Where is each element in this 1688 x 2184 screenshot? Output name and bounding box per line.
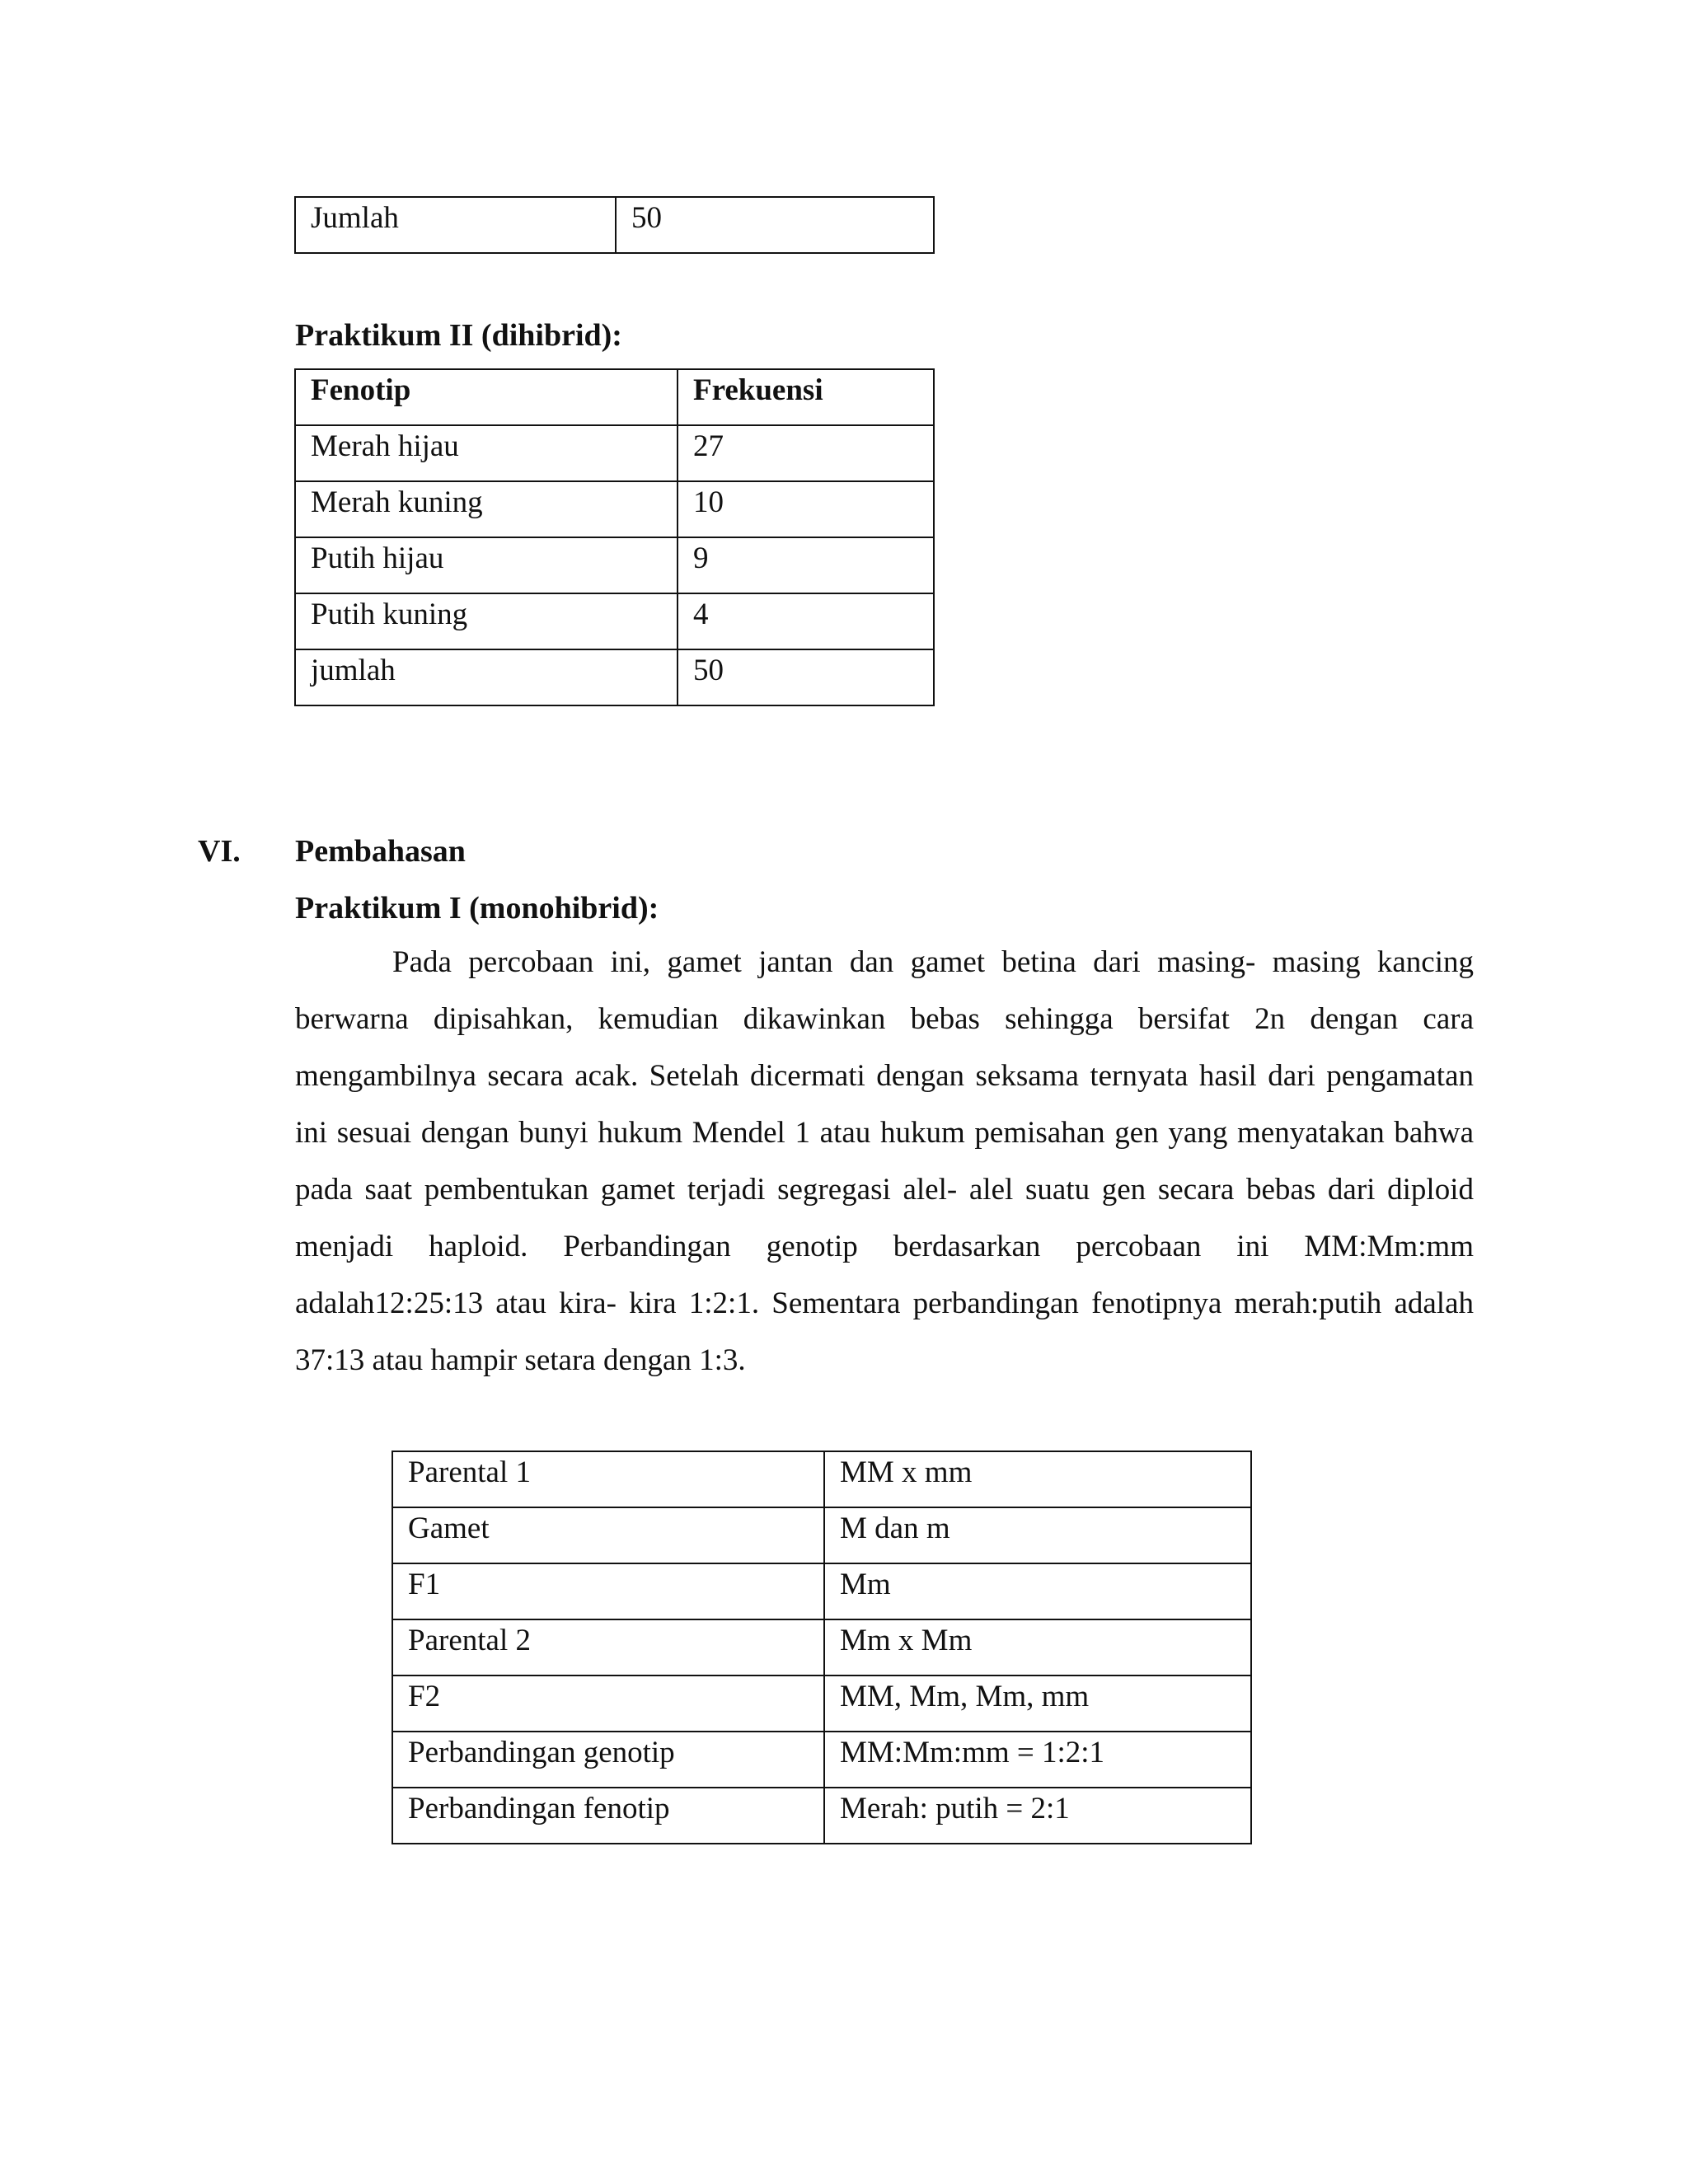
table-cell-label: Putih kuning	[295, 593, 678, 649]
table-cell-value: 50	[678, 649, 934, 705]
summary-table	[294, 196, 935, 254]
table-cell-value: Merah: putih = 2:1	[824, 1788, 1251, 1844]
table-cell-value: 50	[616, 197, 934, 253]
table-cell-value: MM:Mm:mm = 1:2:1	[824, 1732, 1251, 1788]
table-cell-label: jumlah	[295, 649, 678, 705]
table-cell-label: Perbandingan fenotip	[392, 1788, 824, 1844]
table-row	[295, 593, 934, 649]
section-number: VI.	[198, 834, 241, 869]
table-cell-value: Mm x Mm	[824, 1619, 1251, 1675]
table-cell-value: M dan m	[824, 1507, 1251, 1563]
table-cell-label: Gamet	[392, 1507, 824, 1563]
section-title: Pembahasan	[295, 834, 466, 869]
column-header-fenotip: Fenotip	[295, 369, 678, 425]
table-cell-label: Parental 2	[392, 1619, 824, 1675]
dihybrid-table	[294, 368, 935, 706]
section-subtitle: Praktikum I (monohibrid):	[295, 891, 659, 926]
table-row	[392, 1788, 1251, 1844]
table-row	[295, 197, 934, 253]
table-row	[392, 1507, 1251, 1563]
table-header-row	[295, 369, 934, 425]
table-cell-label: Jumlah	[295, 197, 616, 253]
table-cell-value: 27	[678, 425, 934, 481]
table-row	[392, 1675, 1251, 1732]
table-cell-label: Perbandingan genotip	[392, 1732, 824, 1788]
table-cell-label: Parental 1	[392, 1451, 824, 1507]
table-cell-label: F1	[392, 1563, 824, 1619]
table-cell-value: MM, Mm, Mm, mm	[824, 1675, 1251, 1732]
table-row	[392, 1563, 1251, 1619]
table-row	[392, 1732, 1251, 1788]
table-cell-label: F2	[392, 1675, 824, 1732]
praktikum2-heading: Praktikum II (dihibrid):	[295, 318, 622, 353]
table-row	[295, 649, 934, 705]
table-row	[392, 1619, 1251, 1675]
table-cell-value: MM x mm	[824, 1451, 1251, 1507]
cross-table	[392, 1451, 1252, 1844]
table-cell-value: 4	[678, 593, 934, 649]
column-header-frekuensi: Frekuensi	[678, 369, 934, 425]
table-cell-label: Merah kuning	[295, 481, 678, 537]
table-cell-label: Putih hijau	[295, 537, 678, 593]
table-row	[392, 1451, 1251, 1507]
table-cell-value: Mm	[824, 1563, 1251, 1619]
table-row	[295, 425, 934, 481]
table-cell-value: 9	[678, 537, 934, 593]
table-cell-label: Merah hijau	[295, 425, 678, 481]
table-row	[295, 537, 934, 593]
discussion-paragraph: Pada percobaan ini, gamet jantan dan gamet betina dari masing- masing kancing berwarna dipisahkan, kemudian dikawinkan bebas sehingga bersifat 2n dengan cara mengambilnya secara acak. Setelah dicermati dengan seksama ternyata hasil dari pengamatan ini sesuai dengan bunyi hukum Mendel 1 atau hukum pemisahan gen yang menyatakan bahwa pada saat pembentukan gamet terjadi segregasi alel- alel suatu gen secara bebas dari diploid menjadi haploid. Perbandingan genotip berdasarkan percobaan ini MM:Mm:mm adalah12:25:13 atau kira- kira 1:2:1. Sementara perbandingan fenotipnya merah:putih adalah 37:13 atau hampir setara dengan 1:3.	[295, 945, 1474, 1377]
table-row	[295, 481, 934, 537]
table-cell-value: 10	[678, 481, 934, 537]
